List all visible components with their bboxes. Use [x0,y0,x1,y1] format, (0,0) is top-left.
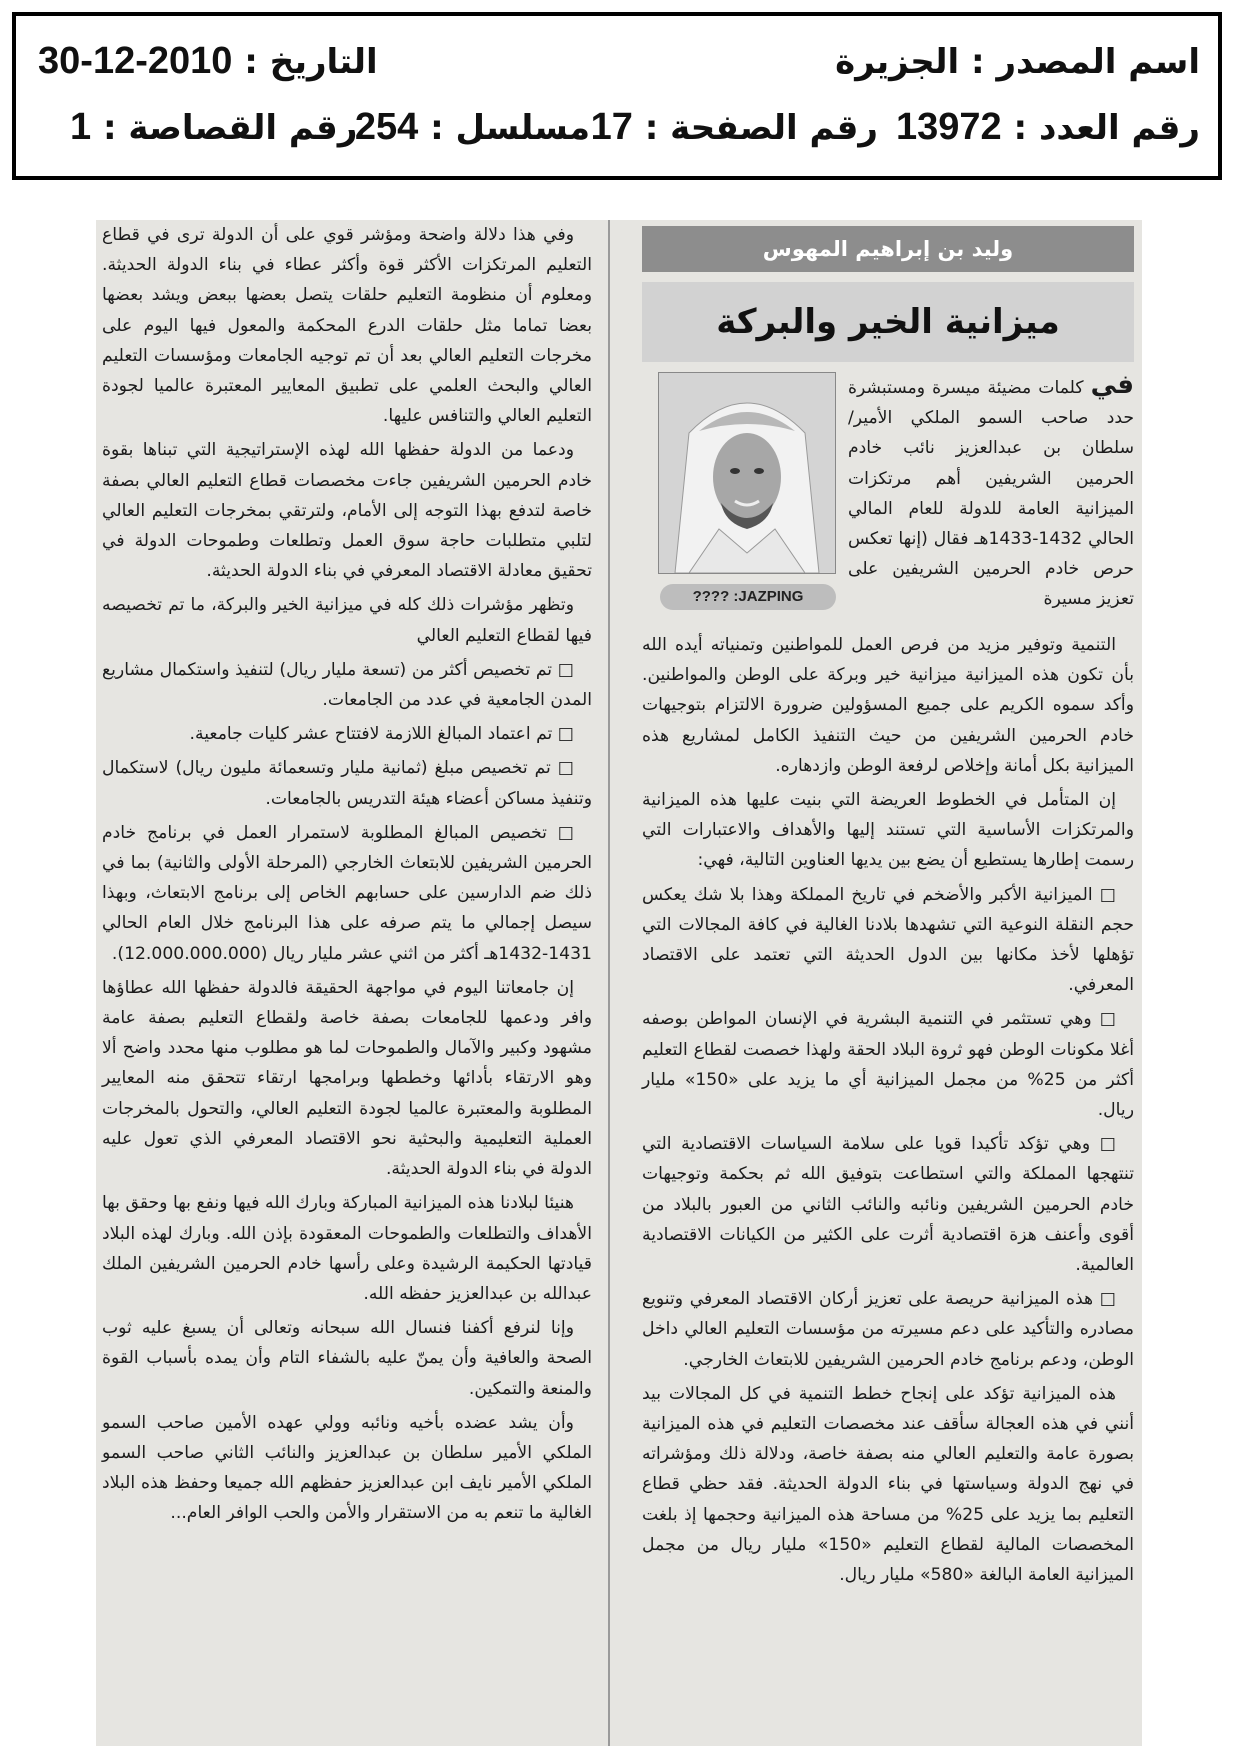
right-paragraph: □ وهي تؤكد تأكيدا قويا على سلامة السياسات الاقتصادية التي تنتهجها المملكة والتي استطاعت بتوفيق الله ثم بحكمة وتوجيهات خادم الحرمين الشريفين ونائبه والنائب الثاني من العبور بالبلاد من أقوى وأعنف هزة اقتصادية أثرت على الكثير من الكيانات الاقتصادية العالمية. [642,1134,1134,1276]
right-paragraph: □ وهي تستثمر في التنمية البشرية في الإنسان المواطن بوصفه أغلا مكونات الوطن فهو ثروة البلاد الحقة ولهذا خصصت لقطاع التعليم أكثر من 25% من مجمل الميزانية أي ما يزيد على «150» مليار ريال. [642,1009,1134,1121]
right-paragraph: إن المتأمل في الخطوط العريضة التي بنيت عليها هذه الميزانية والمرتكزات الأساسية التي تستند إليها والأهداف والاعتبارات التي رسمت إطارها يستطيع أن يضع بين يديها العناوين التالية، فهي: [642,790,1134,871]
source-label: اسم المصدر : [971,42,1200,82]
left-paragraph: □ تم تخصيص مبلغ (ثمانية مليار وتسعمائة مليون ريال) لاستكمال وتنفيذ مساكن أعضاء هيئة التدريس بالجامعات. [102,758,592,809]
page-label: رقم الصفحة : [644,108,878,148]
serial-label: مسلسل : [430,108,590,148]
clip-number-label: رقم القصاصة : [102,108,358,148]
issue-label: رقم العدد : [1013,108,1200,148]
clipping-header [12,12,1222,180]
right-paragraph: □ هذه الميزانية حريصة على تعزيز أركان الاقتصاد المعرفي وتنويع مصادره والتأكيد على دعم مسيرته من مؤسسات التعليم العالي داخل الوطن، ودعم برنامج خادم الحرمين الشريفين للابتعاث الخارجي. [642,1289,1134,1370]
intro-paragraph [848,370,1134,619]
right-paragraph: □ الميزانية الأكبر والأضخم في تاريخ المملكة وهذا بلا شك يعكس حجم النقلة النوعية التي تشهدها بلادنا الغالية في كافة المجالات التي تؤهلها لأخذ مكانها بين الدول الحديثة التي تعتمد على الاقتصاد المعرفي. [642,884,1134,996]
clip-edge [96,1746,1142,1753]
photo-caption: JAZPING: ???? [660,584,836,610]
issue-field [896,106,1200,149]
source-field [835,42,1200,82]
right-paragraph: التنمية وتوفير مزيد من فرص العمل للمواطنين وتمنياته أيده الله بأن تكون هذه الميزانية ميزانية خير وبركة على الوطن والمواطنين. وأكد سموه الكريم على جميع المسؤولين ضرورة الالتزام بتوجيهات خادم الحرمين الشريفين من حيث التنفيذ الكامل لمشاريع هذه الميزانية بكل أمانة وإخلاص لرفعة الوطن وازدهاره. [642,635,1134,776]
left-paragraph: وإنا لنرفع أكفنا فنسال الله سبحانه وتعالى أن يسبغ عليه ثوب الصحة والعافية وأن يمنّ عليه بالشفاء التام وأن يمده بأسباب القوة والمنعة والتمكين. [102,1318,592,1399]
newspaper-clipping [96,220,1142,1753]
left-paragraph: إن جامعاتنا اليوم في مواجهة الحقيقة فالدولة حفظها الله عطاؤها وافر ودعمها للجامعات بصفة خاصة ولقطاع التعليم بصفة عامة مشهود وكبير والآمال والطموحات لما هو مطلوب منها محدد واضح ألا وهو الارتقاء بأدائها وخططها وبرامجها ارتقاء تتحقق منه المعايير المطلوبة والمعتبرة عالميا لجودة التعليم العالي، والتحول بالمخرجات العملية التعليمية والبحثية نحو الاقتصاد المعرفي الذي تعول عليه الدولة في بناء الدولة الحديثة. [102,977,592,1180]
date-label: التاريخ : [244,42,378,82]
issue-value: 13972 [896,106,1002,148]
date-value: 2010-12-30 [38,40,233,82]
column-divider [608,220,610,1753]
date-field [38,40,378,83]
intro-dropcap: في [1090,370,1134,400]
author-portrait-icon [659,373,835,573]
left-paragraph: هنيئا لبلادنا هذه الميزانية المباركة وبارك الله فيها ونفع بها وحقق بها الأهداف والتطلعات والطموحات المعقودة بإذن الله. وبارك لهذه البلاد قيادتها الحكيمة الرشيدة وعلى رأسها خادم الحرمين الشريفين الملك عبدالله بن عبدالعزيز حفظه الله. [102,1193,592,1304]
intro-text: كلمات مضيئة ميسرة ومستبشرة حدد صاحب السمو الملكي الأمير/ سلطان بن عبدالعزيز نائب خادم الحرمين الشريفين أهم مرتكزات الميزانية العامة للدولة للعام المالي الحالي 1432-1433هـ فقال (إنها تعكس حرص خادم الحرمين الشريفين على تعزيز مسيرة [848,378,1134,610]
left-paragraph: وفي هذا دلالة واضحة ومؤشر قوي على أن الدولة ترى في قطاع التعليم المرتكزات الأكثر قوة وأكثر عطاء في بناء الدولة الحديثة. ومعلوم أن منظومة التعليم حلقات يتصل بعضها ببعض ويشد بعضها بعضا تماما مثل حلقات الدرع المحكمة والمعول فيها اليوم على مخرجات التعليم العالي بعد أن تم توجيه الجامعات ومؤسسات التعليم العالي والبحث العلمي على تطبيق المعايير المعتبرة عالميا لجودة التعليم العالي والتنافس عليها. [102,225,592,427]
left-paragraph: □ تخصيص المبالغ المطلوبة لاستمرار العمل في برنامج خادم الحرمين الشريفين للابتعاث الخارجي (المرحلة الأولى والثانية) بما في ذلك ضم الدارسين على حسابهم الخاص إلى برنامج الابتعاث، وبهذا سيصل إجمالي ما يتم صرفه على هذا البرنامج خلال العام الحالي 1431-1432هـ أكثر من اثني عشر مليار ريال (12.000.000.000). [102,822,592,964]
clip-number-value: 1 [70,106,92,148]
left-paragraph: □ تم اعتماد المبالغ اللازمة لافتتاح عشر كليات جامعية. [189,724,574,745]
right-paragraph: هذه الميزانية تؤكد على إنجاح خطط التنمية في كل المجالات بيد أنني في هذه العجالة سأقف عند مخصصات التعليم في هذه الميزانية بصورة عامة والتعليم العالي منه بصفة خاصة، ودلالة ذلك ومؤشراته في نهج الدولة وسياستها في بناء الدولة الحديثة. فقد حظي قطاع التعليم بما يزيد على 25% من مساحة هذه الميزانية وحجمها إذ بلغت المخصصات المالية لقطاع التعليم «150» مليار ريال من مجمل الميزانية العامة البالغة «580» مليار ريال. [642,1383,1135,1586]
right-body [642,630,1134,1594]
left-paragraph: □ تم تخصيص أكثر من (تسعة مليار ريال) لتنفيذ واستكمال مشاريع المدن الجامعية في عدد من الجامعات. [102,659,592,711]
left-column [102,220,592,1533]
serial-value: 254 [354,106,419,148]
headline: ميزانية الخير والبركة [642,282,1134,362]
clip-number-field [70,106,357,149]
author-photo [658,372,836,574]
page-value: 17 [590,106,633,148]
author-photo-block [646,372,836,624]
left-paragraph: ودعما من الدولة حفظها الله لهذه الإستراتيجية التي تبناها بقوة خادم الحرمين الشريفين جاءت مخصصات قطاع التعليم العالي بصفة خاصة لتدفع بهذا التوجه إلى الأمام، ولترتقي بمخرجات التعليم العالي لتلبي متطلبات حاجة سوق العمل وتطلعات وطموحات الدولة في تحقيق معادلة الاقتصاد المعرفي في بناء الدولة الحديثة. [102,440,592,582]
byline: وليد بن إبراهيم المهوس [642,226,1134,272]
source-value: الجزيرة [835,42,960,82]
page-field [591,106,878,149]
left-paragraph: وتظهر مؤشرات ذلك كله في ميزانية الخير والبركة، ما تم تخصيصه فيها لقطاع التعليم العالي [102,595,592,646]
left-paragraph: وأن يشد عضده بأخيه ونائبه وولي عهده الأمين صاحب السمو الملكي الأمير سلطان بن عبدالعزيز والنائب الثاني صاحب السمو الملكي الأمير نايف ابن عبدالعزيز حفظهم الله جميعا وحفظ هذه البلاد الغالية ما تنعم به من الاستقرار والأمن والحب الوافر العام... [102,1412,592,1524]
serial-field [355,106,590,149]
